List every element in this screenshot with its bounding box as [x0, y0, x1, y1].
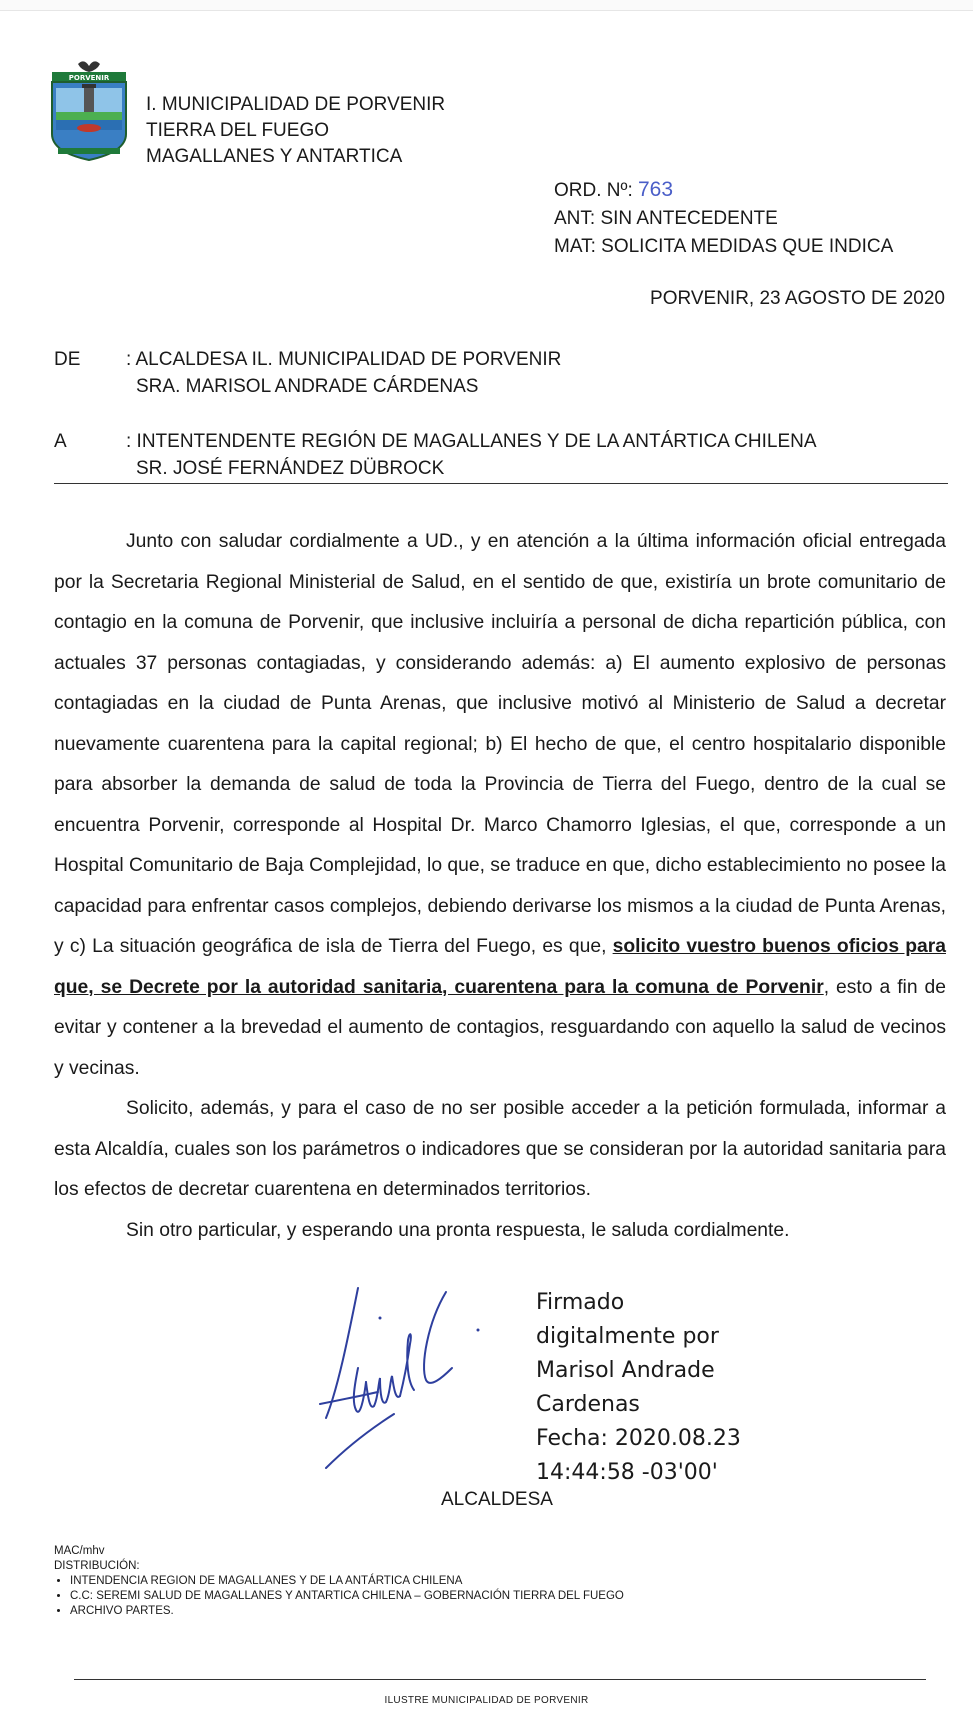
signature-line: 14:44:58 -03'00' [536, 1460, 718, 1485]
distribution-item: • C.C: SEREMI SALUD DE MAGALLANES Y ANTARTICA CHILENA – GOBERNACIÓN TIERRA DEL FUEGO [70, 1589, 624, 1604]
issuer-line: I. MUNICIPALIDAD DE PORVENIR [146, 94, 446, 115]
signature-line: Marisol Andrade [536, 1358, 715, 1383]
digital-signature-stamp [536, 1286, 741, 1490]
signature-line: digitalmente por [536, 1324, 719, 1349]
emphasized-request: solicito vuestro buenos oficios para que, se Decrete por la autoridad sanitaria, cuarentena para la comuna de Porvenir [54, 936, 946, 998]
body-paragraph [54, 522, 946, 1089]
footer-divider [74, 1679, 926, 1680]
signature-line: Cardenas [536, 1392, 640, 1417]
signer-role: ALCALDESA [441, 1489, 553, 1510]
initials: MAC/mhv [54, 1545, 105, 1557]
antecedent-line: ANT: SIN ANTECEDENTE [554, 208, 778, 229]
subject-line: MAT: SOLICITA MEDIDAS QUE INDICA [554, 236, 894, 257]
issuer-line: MAGALLANES Y ANTARTICA [146, 146, 403, 167]
page-top-edge [0, 0, 973, 11]
document-reference [554, 176, 893, 261]
distribution-item: • ARCHIVO PARTES. [70, 1604, 624, 1619]
to-title: : INTENTENDENTE REGIÓN DE MAGALLANES Y DE LA ANTÁRTICA CHILENA [126, 431, 817, 452]
municipal-crest-logo [48, 58, 130, 164]
ord-label: ORD. Nº: [554, 180, 633, 201]
header-divider [54, 483, 948, 484]
letter-body [54, 522, 946, 1251]
issuer-header [146, 92, 445, 170]
handwritten-signature [318, 1278, 488, 1478]
to-label: A [54, 431, 67, 452]
footer-address: ILUSTRE MUNICIPALIDAD DE PORVENIR [384, 1695, 589, 1706]
closing-paragraph: Sin otro particular, y esperando una pronta respuesta, le saluda cordialmente. [126, 1219, 790, 1241]
issuer-line: TIERRA DEL FUEGO [146, 120, 329, 141]
distribution-label: DISTRIBUCIÓN: [54, 1560, 140, 1572]
signature-line: Fecha: 2020.08.23 [536, 1426, 741, 1451]
paragraph-text: Junto con saludar cordialmente a UD., y en atención a la última información oficial entregada por la Secretaria Regional Ministerial de Salud, en el sentido de que, existiría un brote comunitario de contagio en la comuna de Porvenir, que inclusive incluiría a personal de dicha repartición pública, con actuales 37 personas contagiadas, y considerando además: a) El aumento explosivo de personas contagiadas en la ciudad de Punta Arenas, que inclusive motivó al Ministerio de Salud a decretar nuevamente cuarentena para la capital regional; b) El hecho de que, el centro hospitalario disponible para absorber la demanda de salud de toda la Provincia de Tierra del Fuego, dentro de la cual se encuentra Porvenir, corresponde al Hospital Dr. Marco Chamorro Iglesias, el que, corresponde a un Hospital Comunitario de Baja Complejidad, lo que, se traduce en que, dicho establecimiento no posee la capacidad para enfrentar casos complejos, debiendo derivarse los mismos a la ciudad de Punta Arenas, y c) La situación geográfica de isla de Tierra del Fuego, es que, [54, 531, 946, 957]
from-label: DE [54, 349, 81, 370]
svg-text:PORVENIR: PORVENIR [68, 74, 110, 82]
distribution-notes [54, 1544, 624, 1619]
paragraph-text: , esto a fin de evitar y contener a la brevedad el aumento de contagios, resguardando con aquello la salud de vecinos y vecinas. [54, 976, 947, 1079]
distribution-list [54, 1574, 624, 1619]
place-and-date: PORVENIR, 23 AGOSTO DE 2020 [650, 288, 945, 309]
from-title: : ALCALDESA IL. MUNICIPALIDAD DE PORVENIR [126, 349, 562, 370]
distribution-item: • INTENDENCIA REGION DE MAGALLANES Y DE LA ANTÁRTICA CHILENA [70, 1574, 624, 1589]
from-name: SRA. MARISOL ANDRADE CÁRDENAS [136, 376, 479, 397]
to-name: SR. JOSÉ FERNÁNDEZ DÜBROCK [136, 458, 445, 479]
body-paragraph: Solicito, además, y para el caso de no ser posible acceder a la petición formulada, informar a esta Alcaldía, cuales son los parámetros o indicadores que se consideran por la autoridad sanitaria para los efectos de decretar cuarentena en determinados territorios. [54, 1098, 946, 1200]
signature-line: Firmado [536, 1290, 625, 1315]
ord-number: 763 [638, 178, 674, 201]
